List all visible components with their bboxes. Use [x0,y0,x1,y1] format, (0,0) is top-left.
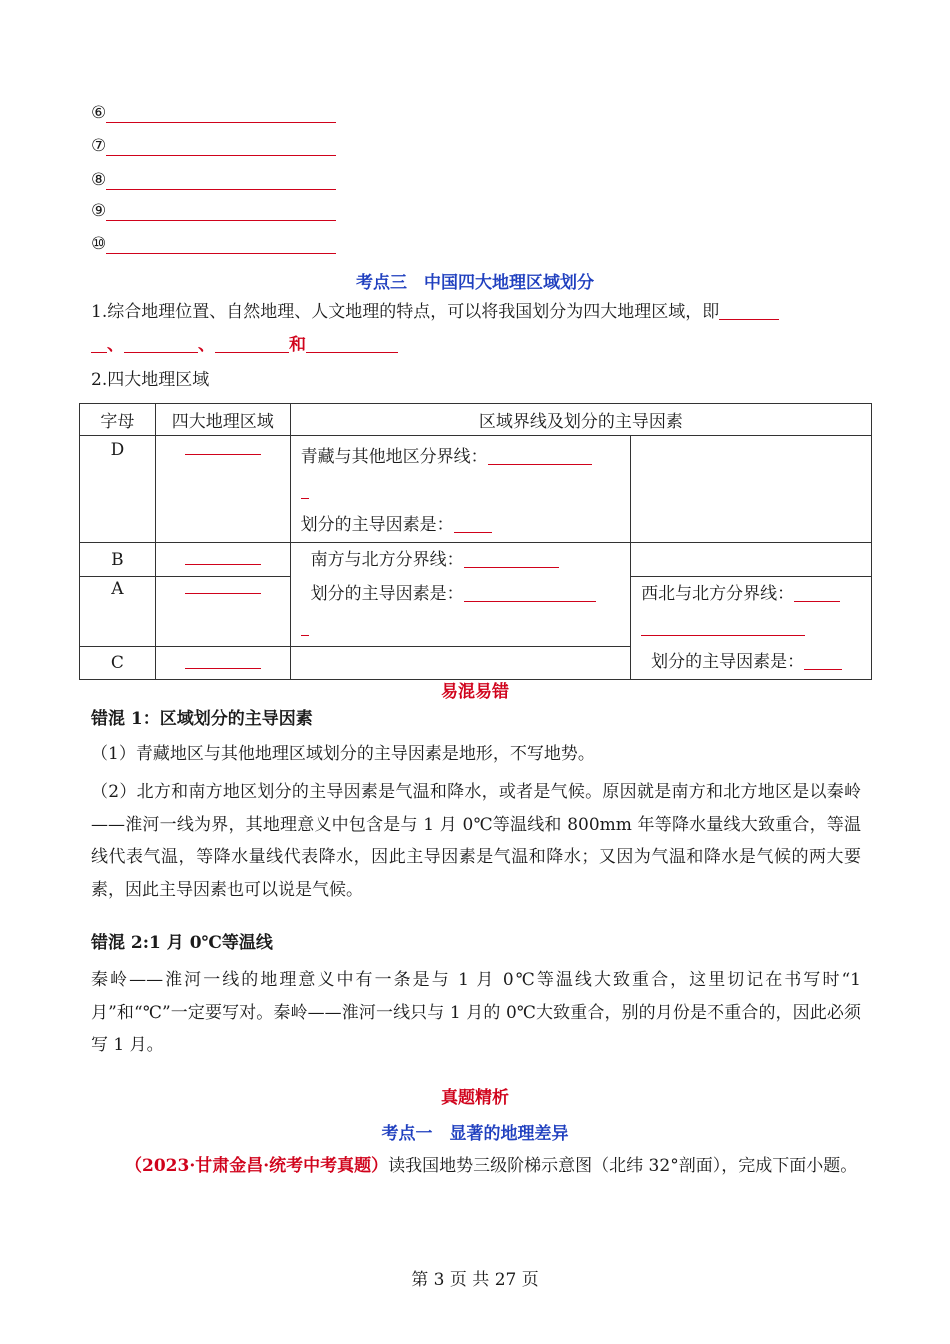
blank-cell-c [290,647,630,680]
row-letter-d: D [80,436,156,543]
err1-title: 错混 1：区域划分的主导因素 [91,709,313,729]
answer-line-8: ⑧ [91,170,336,190]
question-2: 2.四大地理区域 [91,370,210,390]
qz-boundary-cell: 青藏与其他地区分界线： 划分的主导因素是： [290,436,630,543]
err1-p1: （1）青藏地区与其他地理区域划分的主导因素是地形，不写地势。 [91,744,595,764]
row-region-b [155,543,290,577]
row-letter-a: A [80,577,156,647]
section1-title: 考点一 显著的地理差异 [381,1124,569,1144]
ns-boundary-cell: 南方与北方分界线： 划分的主导因素是： [290,543,630,647]
page-footer: 第 3 页 共 27 页 [411,1270,539,1290]
row-letter-c: C [80,647,156,680]
row-letter-b: B [80,543,156,577]
row-region-d [155,436,290,543]
header-boundary: 区域界线及划分的主导因素 [290,404,871,436]
region-table [79,403,872,680]
blank-cell-d [631,436,872,543]
row-region-a [155,577,290,647]
header-region: 四大地理区域 [155,404,290,436]
real-title: 真题精析 [441,1088,509,1108]
nw-boundary-cell: 西北与北方分界线： 划分的主导因素是： [631,577,872,680]
answer-line-7: ⑦ [91,136,336,156]
question-1: 1.综合地理位置、自然地理、人文地理的特点，可以将我国划分为四大地理区域，即 、 、 和 [91,296,861,361]
exam-question: （2023·甘肃金昌·统考中考真题）读我国地势三级阶梯示意图（北纬 32°剖面），完成下面小题。 [125,1156,858,1176]
answer-line-10: ⑩ [91,234,336,254]
header-letter: 字母 [80,404,156,436]
err2-title: 错混 2:1 月 0℃等温线 [91,933,273,953]
blank-cell-b [631,543,872,577]
confusion-title: 易混易错 [441,682,509,702]
row-region-c [155,647,290,680]
err1-p2: （2）北方和南方地区划分的主导因素是气温和降水，或者是气候。原因就是南方和北方地区是以秦岭——淮河一线为界，其地理意义中包含是与 1 月 0℃等温线和 800mm 年等降水量线大致重合，等温线代表气温，等降水量线代表降水，因此主导因素是气温和降水；又因为气温和降水是气候的两大要素，因此主导因素也可以说是气候。 [91,782,861,900]
section3-title: 考点三 中国四大地理区域划分 [356,273,594,293]
answer-line-9: ⑨ [91,201,336,221]
answer-line-6: ⑥ [91,103,336,123]
err2-p: 秦岭——淮河一线的地理意义中有一条是与 1 月 0℃等温线大致重合，这里切记在书写时“1 月”和“℃”一定要写对。秦岭——淮河一线只与 1 月的 0℃大致重合，别的月份是不重合的，因此必须写 1 月。 [91,970,861,1055]
